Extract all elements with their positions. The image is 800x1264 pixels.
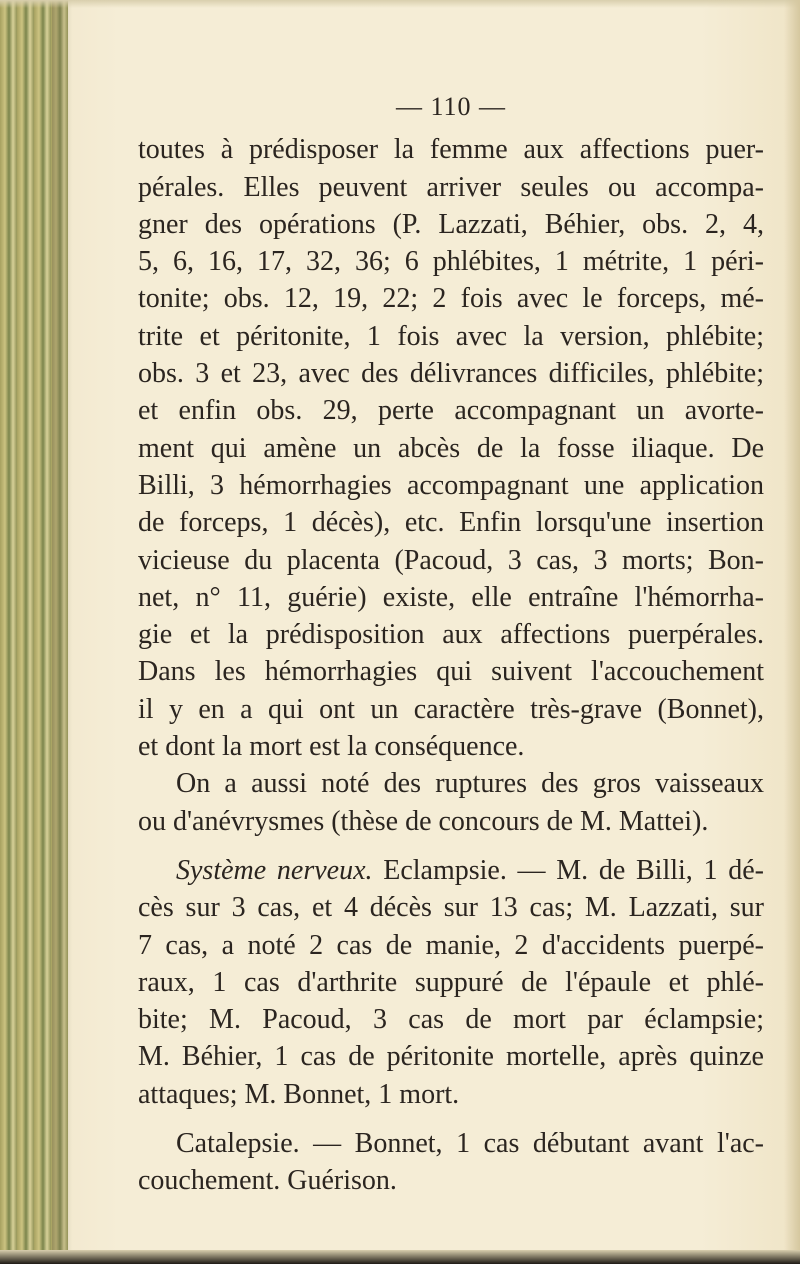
- book-binding-edge: [0, 0, 68, 1264]
- page-right-edge: [784, 0, 800, 1264]
- paragraph-spacer: [138, 840, 764, 852]
- text-line: [138, 852, 764, 889]
- page-top-edge: [0, 0, 800, 8]
- text-line: 7 cas, a noté 2 cas de manie, 2 d'accidents puerpé-: [138, 929, 764, 961]
- text-line: obs. 3 et 23, avec des délivrances difficiles, phlébite;: [138, 358, 764, 390]
- text-line: net, n° 11, guérie) existe, elle entraîne l'hémorrha-: [138, 581, 764, 613]
- text-line: ou d'anévrysmes (thèse de concours de M. Mattei).: [138, 805, 709, 837]
- page-number: — 110 —: [395, 92, 507, 121]
- paragraph-2: [138, 765, 764, 840]
- text-line: toutes à prédisposer la femme aux affections puer-: [138, 134, 764, 166]
- text-line: il y en a qui ont un caractère très-grave (Bonnet),: [138, 693, 764, 725]
- text-line: bite; M. Pacoud, 3 cas de mort par éclampsie;: [138, 1004, 764, 1036]
- text-line: Dans les hémorrhagies qui suivent l'accouchement: [138, 656, 764, 688]
- text-line: tonite; obs. 12, 19, 22; 2 fois avec le forceps, mé-: [138, 283, 764, 315]
- text-line: On a aussi noté des ruptures des gros vaisseaux: [176, 768, 764, 800]
- text-line: gner des opérations (P. Lazzati, Béhier, obs. 2, 4,: [138, 208, 764, 240]
- section-heading-systeme-nerveux: Système nerveux.: [176, 854, 373, 886]
- text-line: et dont la mort est la conséquence.: [138, 731, 525, 763]
- paragraph-4: [138, 1125, 764, 1200]
- text-line: et enfin obs. 29, perte accompagnant un avorte-: [138, 395, 764, 427]
- text-line: ment qui amène un abcès de la fosse iliaque. De: [138, 432, 764, 464]
- text-line: couchement. Guérison.: [138, 1165, 397, 1197]
- text-line: trite et péritonite, 1 fois avec la version, phlébite;: [138, 320, 764, 352]
- text-line: Billi, 3 hémorrhagies accompagnant une application: [138, 469, 764, 501]
- page-bottom-edge: [0, 1250, 800, 1264]
- paragraph-3: [138, 852, 764, 1113]
- text-line: cès sur 3 cas, et 4 décès sur 13 cas; M. Lazzati, sur: [138, 892, 764, 924]
- text-line: M. Béhier, 1 cas de péritonite mortelle, après quinze: [138, 1041, 764, 1073]
- text-line: Catalepsie. — Bonnet, 1 cas débutant avant l'ac-: [176, 1128, 764, 1160]
- text-line: attaques; M. Bonnet, 1 mort.: [138, 1078, 460, 1110]
- paragraph-spacer: [138, 1113, 764, 1125]
- text-line: de forceps, 1 décès), etc. Enfin lorsqu'une insertion: [138, 507, 764, 539]
- text-line: pérales. Elles peuvent arriver seules ou accompa-: [138, 171, 764, 203]
- page-text-block: [138, 88, 764, 1200]
- text-line: 5, 6, 16, 17, 32, 36; 6 phlébites, 1 métrite, 1 péri-: [138, 246, 764, 278]
- text-line-continuation: Eclampsie. — M. de Billi, 1 dé-: [372, 854, 764, 886]
- paragraph-1: [138, 131, 764, 765]
- text-line: vicieuse du placenta (Pacoud, 3 cas, 3 morts; Bon-: [138, 544, 764, 576]
- text-line: gie et la prédisposition aux affections puerpérales.: [138, 619, 764, 651]
- text-line: raux, 1 cas d'arthrite suppuré de l'épaule et phlé-: [138, 966, 764, 998]
